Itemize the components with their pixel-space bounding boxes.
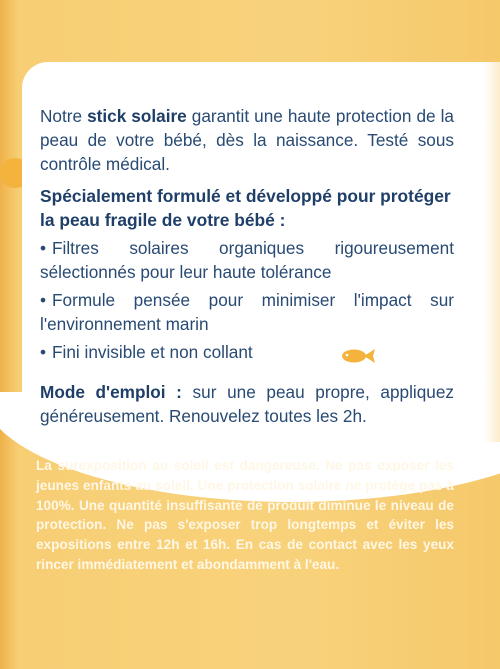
intro-text-start: Notre: [40, 106, 88, 126]
feature-item: [40, 236, 454, 284]
feature-item: [40, 340, 454, 364]
intro-paragraph: [40, 104, 454, 176]
fish-icon: [338, 346, 378, 366]
usage-paragraph: [40, 380, 454, 428]
feature-text: Filtres solaires organiques rigoureusement sélectionnés pour leur haute tolérance: [40, 238, 454, 282]
usage-text: sur une peau propre, appliquez généreusement. Renouvelez toutes les 2h.: [40, 382, 454, 426]
bullet-icon: •: [40, 238, 47, 258]
usage-label: Mode d'emploi :: [40, 382, 182, 402]
intro-text-end: garantit une haute protection de la peau de votre bébé, dès la naissance. Testé sous contrôle médical.: [40, 106, 454, 174]
bullet-icon: •: [40, 290, 47, 310]
product-name: stick solaire: [87, 106, 187, 126]
features-heading: Spécialement formulé et développé pour protéger la peau fragile de votre bébé :: [40, 186, 451, 230]
feature-item: [40, 288, 454, 336]
warning-paragraph: La surexposition au soleil est dangereuse. Ne pas exposer les jeunes enfants au soleil. Une protection solaire ne protège pas à 100%. Une quantité insuffisante de produit diminue le niveau de protection. Ne pas s'exposer trop longtemps et éviter les expositions entre 12h et 16h. En cas de contact avec les yeux rincer immédiatement et abondamment à l'eau.: [36, 458, 454, 572]
feature-text: Fini invisible et non collant: [52, 342, 253, 362]
bullet-icon: •: [40, 342, 47, 362]
feature-text: Formule pensée pour minimiser l'impact sur l'environnement marin: [40, 290, 454, 334]
panel-edge-shade: [484, 62, 500, 442]
feature-list: [40, 236, 454, 368]
